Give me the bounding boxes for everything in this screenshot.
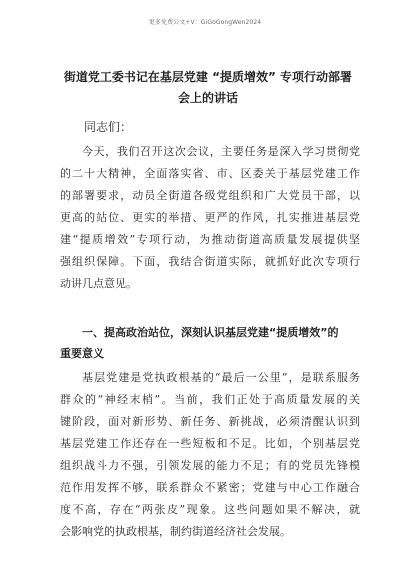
- intro-line-5: 建“提质增效”专项行动，为推动街道高质量发展提供坚: [60, 233, 360, 246]
- section-1-line-7: 度不高，存在“两张皮”现象。这些问题如果不解决，就: [60, 503, 360, 516]
- section-1-heading-line-2: 重要意义: [60, 347, 104, 360]
- salutation: 同志们：: [84, 120, 133, 134]
- section-1-paragraph: [60, 367, 360, 543]
- intro-line-6: 强组织保障。下面，我结合街道实际，就抓好此次专项行: [60, 255, 360, 268]
- section-1-line-1: 基层党建是党执政根基的“最后一公里”，是联系服务: [82, 371, 360, 384]
- title-line-1: 街道党工委书记在基层党建 “提质增效” 专项行动部署: [63, 70, 353, 84]
- header-watermark-note: 更多免费公文+V：GiGoGongWen2024: [148, 19, 262, 26]
- section-1-heading-line-1: 一、提高政治站位，深刻认识基层党建“提质增效”的: [82, 326, 339, 339]
- document-title: [58, 67, 358, 109]
- section-1-line-8: 会影响党的执政根基，制约街道经济社会发展。: [60, 525, 291, 538]
- section-1-line-2: 群众的“神经末梢”。当前，我们正处于高质量发展的关: [60, 393, 360, 406]
- intro-line-4: 更高的站位、更实的举措、更严的作风，扎实推进基层党: [60, 211, 360, 224]
- intro-paragraph: [60, 141, 360, 295]
- section-1-line-4: 基层党建工作还存在一些短板和不足。比如，个别基层党: [60, 437, 360, 450]
- section-1-line-3: 键阶段，面对新形势、新任务、新挑战，必须清醒认识到: [60, 415, 360, 428]
- intro-line-7: 动讲几点意见。: [60, 277, 137, 290]
- section-1-line-6: 范作用发挥不够，联系群众不紧密；党建与中心工作融合: [60, 481, 360, 494]
- section-1-line-5: 组织战斗力不强，引领发展的能力不足；有的党员先锋模: [60, 459, 360, 472]
- intro-line-3: 的部署要求，动员全街道各级党组织和广大党员干部，以: [60, 189, 360, 202]
- section-1-heading: [60, 322, 360, 364]
- intro-line-2: 的二十大精神，全面落实省、市、区委关于基层党建工作: [60, 167, 360, 180]
- title-line-2: 会上的讲话: [177, 91, 238, 105]
- intro-line-1: 今天，我们召开这次会议，主要任务是深入学习贯彻党: [82, 145, 360, 158]
